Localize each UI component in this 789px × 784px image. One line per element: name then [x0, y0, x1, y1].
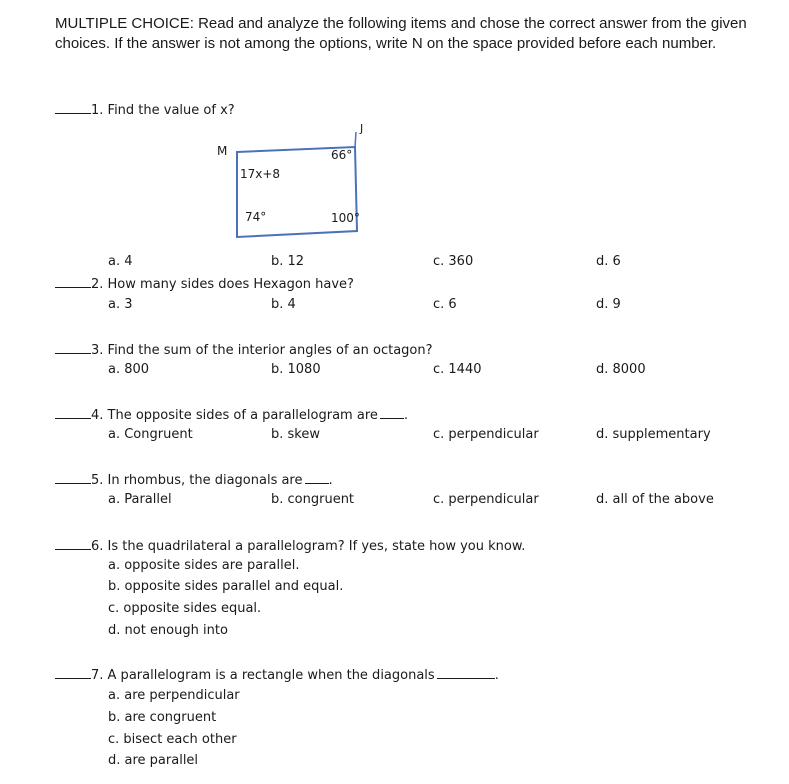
inline-blank-5[interactable] [305, 471, 329, 484]
q3-choice-d[interactable]: d. 8000 [596, 362, 646, 377]
question-3-text: 3. Find the sum of the interior angles of an octagon? [91, 343, 433, 358]
question-6 [55, 537, 525, 555]
question-4: 4. The opposite sides of a parallelogram are . [55, 406, 408, 424]
question-1-text: 1. Find the value of x? [91, 103, 235, 118]
question-5-text: 5. In rhombus, the diagonals are [91, 473, 303, 488]
q7-choice-d[interactable]: d. are parallel [108, 753, 199, 768]
q1-choice-c[interactable]: c. 360 [433, 254, 474, 269]
q4-choice-c[interactable]: c. perpendicular [433, 427, 539, 442]
q3-choice-a[interactable]: a. 800 [108, 362, 150, 377]
q1-choice-d[interactable]: d. 6 [596, 254, 621, 269]
question-5: 5. In rhombus, the diagonals are . [55, 471, 333, 489]
q2-choice-b[interactable]: b. 4 [271, 297, 296, 312]
answer-blank-3[interactable] [55, 341, 91, 354]
q6-choice-c[interactable]: c. opposite sides equal. [108, 601, 262, 616]
q5-choice-c[interactable]: c. perpendicular [433, 492, 539, 507]
answer-blank-7[interactable] [55, 666, 91, 679]
q7-choice-b[interactable]: b. are congruent [108, 710, 217, 725]
side-extension-line [355, 132, 356, 147]
inline-blank-4[interactable] [380, 406, 404, 419]
side-expression-label: 17x+8 [240, 167, 281, 181]
answer-blank-4[interactable] [55, 406, 91, 419]
q4-choice-a[interactable]: a. Congruent [108, 427, 193, 442]
q4-choice-d[interactable]: d. supplementary [596, 427, 711, 442]
q1-choice-a[interactable]: a. 4 [108, 254, 133, 269]
question-2-text: 2. How many sides does Hexagon have? [91, 277, 354, 292]
answer-blank-1[interactable] [55, 101, 91, 114]
question-2 [55, 275, 354, 293]
angle-bottom-right-label: 100° [331, 211, 360, 225]
vertex-j-label: J [360, 122, 364, 135]
q5-choice-a[interactable]: a. Parallel [108, 492, 172, 507]
question-6-text: 6. Is the quadrilateral a parallelogram? If yes, state how you know. [91, 539, 526, 554]
question-1 [55, 101, 235, 119]
question-7: 7. A parallelogram is a rectangle when the diagonals . [55, 666, 499, 684]
q6-choice-a[interactable]: a. opposite sides are parallel. [108, 558, 300, 573]
q3-choice-b[interactable]: b. 1080 [271, 362, 321, 377]
q7-choice-c[interactable]: c. bisect each other [108, 732, 237, 747]
question-4-text: 4. The opposite sides of a parallelogram are [91, 408, 378, 423]
angle-j-label: 66° [331, 148, 353, 162]
vertex-m-label: M [217, 144, 228, 158]
q2-choice-c[interactable]: c. 6 [433, 297, 457, 312]
q7-choice-a[interactable]: a. are perpendicular [108, 688, 240, 703]
angle-m-label: 74° [245, 210, 267, 224]
q5-choice-b[interactable]: b. congruent [271, 492, 355, 507]
inline-blank-7[interactable] [437, 666, 495, 679]
answer-blank-6[interactable] [55, 537, 91, 550]
q4-choice-b[interactable]: b. skew [271, 427, 320, 442]
q5-choice-d[interactable]: d. all of the above [596, 492, 714, 507]
q2-choice-d[interactable]: d. 9 [596, 297, 621, 312]
q1-choice-b[interactable]: b. 12 [271, 254, 305, 269]
question-3 [55, 341, 433, 359]
answer-blank-2[interactable] [55, 275, 91, 288]
answer-blank-5[interactable] [55, 471, 91, 484]
question-7-text: 7. A parallelogram is a rectangle when the diagonals [91, 668, 435, 683]
q2-choice-a[interactable]: a. 3 [108, 297, 133, 312]
instructions: MULTIPLE CHOICE: Read and analyze the following items and chose the correct answer from the given choices. If the answer is not among the options, write N on the space provided before each number. [55, 15, 747, 52]
quadrilateral-figure [210, 122, 370, 242]
q3-choice-c[interactable]: c. 1440 [433, 362, 482, 377]
q6-choice-b[interactable]: b. opposite sides parallel and equal. [108, 579, 344, 594]
q6-choice-d[interactable]: d. not enough into [108, 623, 228, 638]
